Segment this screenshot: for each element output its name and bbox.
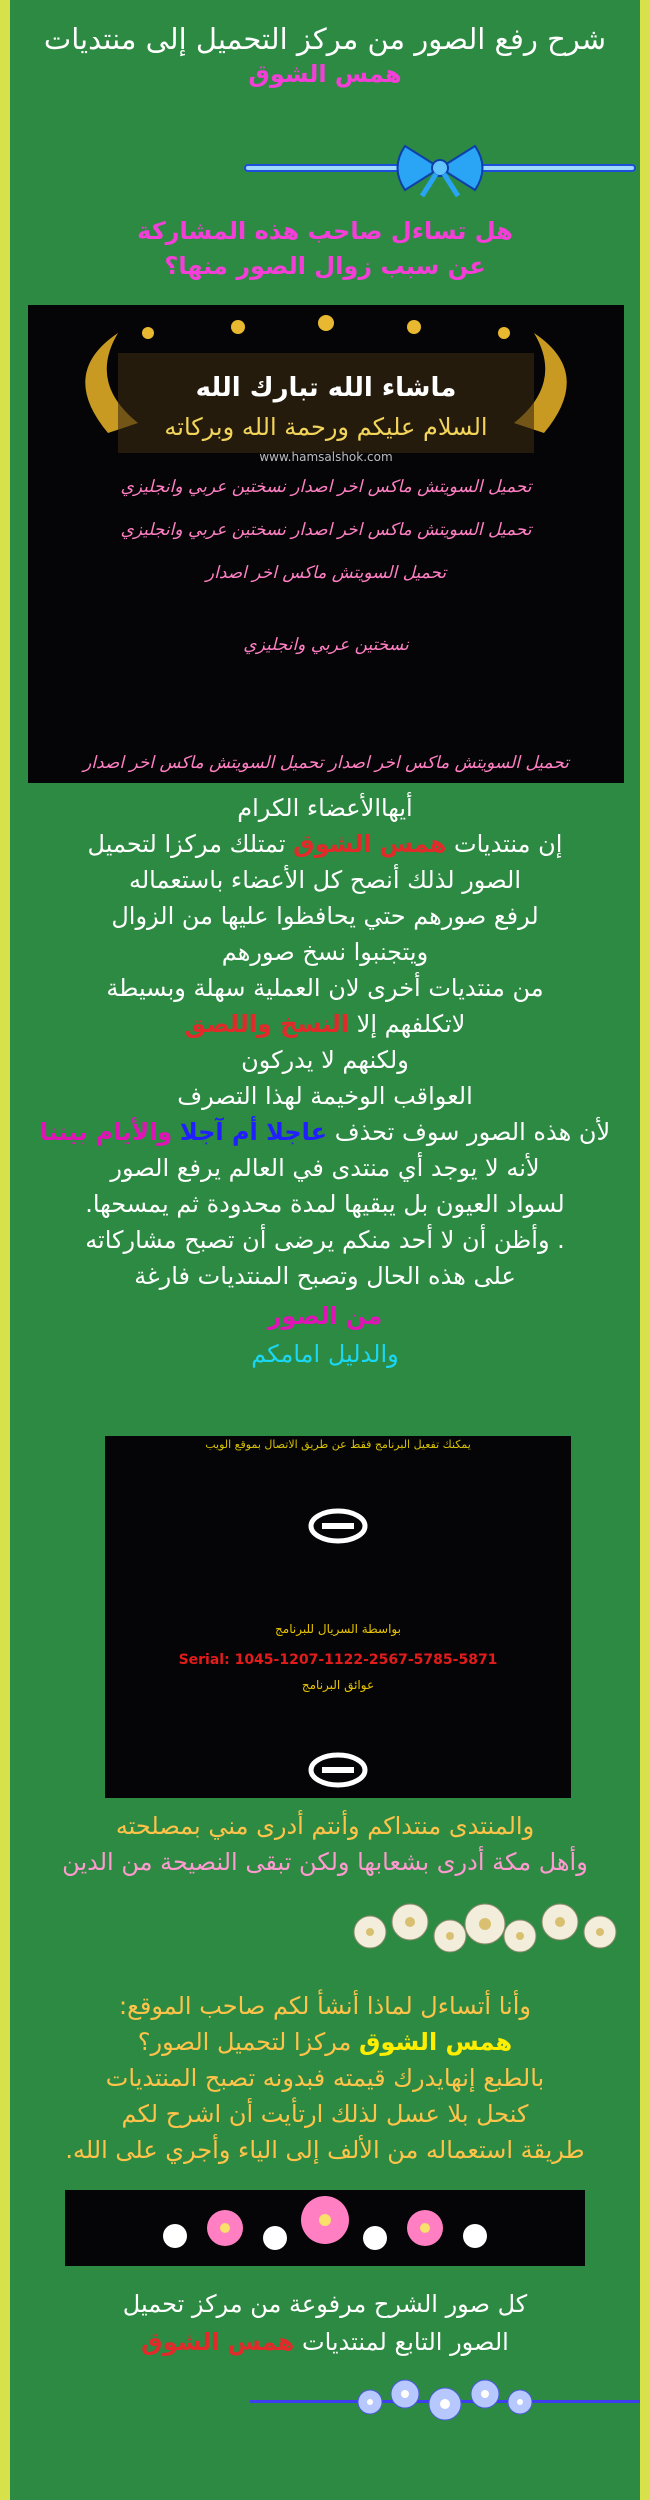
body-line-15: والدليل امامكم [251,1340,399,1368]
proof-label: بواسطة السريال للبرنامج [275,1622,401,1636]
flower-banner [65,2190,585,2266]
banner-line-3: تحميل السويتش ماكس اخر اصدار [205,563,447,583]
body-line-10: لأنه لا يوجد أي منتدى في العالم يرفع الصور [110,1154,540,1182]
proof-image [105,1436,571,1798]
brand-name: همس الشوق [248,60,402,88]
proof-top-text: يمكنك تفعيل البرنامج فقط عن طريق الاتصال بموقع الويب [205,1438,471,1451]
question-line-2: عن سبب زوال الصور منها؟ [164,252,486,280]
flower-icon [65,2190,585,2266]
body-line-6: لاتكلفهم إلا النسخ واللصق [184,1010,466,1038]
banner-logo-top: ماشاء الله تبارك الله [195,373,457,403]
body-line-13: على هذه الحال وتصبح المنتديات فارغة [134,1262,516,1290]
banner-logo-bottom: السلام عليكم ورحمة الله وبركاته [164,413,488,441]
proof-serial: Serial: 1045-1207-1122-2567-5785-5871 [178,1652,498,1668]
banner-line-1: تحميل السويتش ماكس اخر اصدار نسختين عربي وانجليزي [120,477,532,497]
footer-line-2: الصور التابع لمنتديات همس الشوق [141,2328,509,2356]
banner-image [28,305,624,783]
body-line-8: العواقب الوخيمة لهذا التصرف [177,1082,473,1110]
body-line-2: الصور لذلك أنصح كل الأعضاء باستعماله [128,866,521,894]
flower-divider [330,1892,640,1972]
question-line-1: هل تساءل صاحب هذه المشاركة [137,217,513,245]
bow-icon [398,146,483,196]
why-line-2: همس الشوق مركزا لتحميل الصور؟ [137,2028,513,2056]
body-line-7: ولكنهم لا يدركون [241,1046,409,1074]
banner-url: www.hamsalshok.com [259,450,393,464]
body-line-9: لأن هذه الصور سوف تحذف عاجلا أم آجلا والأيام بيننا [39,1118,611,1146]
why-line-1: وأنا أتساءل لماذا أنشأ لكم صاحب الموقع: [119,1992,531,2020]
body-line-3: لرفع صورهم حتي يحافظوا عليها من الزوال [111,902,539,930]
banner-line-2: تحميل السويتش ماكس اخر اصدار نسختين عربي وانجليزي [120,520,532,540]
why-line-3: بالطبع إنهايدرك قيمته فبدونه تصبح المنتديات [105,2064,545,2092]
play-button-icon[interactable] [308,1752,368,1788]
closing-line-1: والمنتدى منتداكم وأنتم أدرى مني بمصلحته [115,1812,535,1840]
body-line-12: . وأظن أن لا أحد منكم يرضى أن تصبح مشاركاته [85,1226,565,1254]
body-line-5: من منتديات أخرى لان العملية سهلة وبسيطة [106,974,544,1002]
body-line-14: من الصور [267,1302,383,1330]
body-line-1: إن منتديات همس الشوق تمتلك مركزا لتحميل [87,830,563,858]
banner-line-4: نسختين عربي وانجليزي [243,635,409,655]
bow-divider [240,138,640,198]
banner-line-5: تحميل السويتش ماكس اخر اصدار تحميل السويتش ماكس اخر اصدار [83,753,569,773]
body-line-11: لسواد العيون بل يبقيها لمدة محدودة ثم يمسحها. [85,1190,565,1218]
footer-line-1: كل صور الشرح مرفوعة من مركز تحميل [122,2290,528,2318]
page [10,0,640,2500]
body-line-4: ويتجنبوا نسخ صورهم [221,938,429,966]
greeting: أيهاالأعضاء الكرام [237,794,413,822]
bottom-flower-divider [250,2372,640,2432]
why-line-4: كنحل بلا عسل لذلك ارتأيت أن اشرح لكم [121,2100,529,2128]
brand-inline: همس الشوق [293,830,447,858]
play-button-icon[interactable] [308,1508,368,1544]
why-line-5: طريقة استعماله من الألف إلى الياء وأجري على الله. [65,2136,585,2164]
proof-footer: عوائق البرنامج [301,1678,375,1692]
page-title: شرح رفع الصور من مركز التحميل إلى منتديات [43,22,607,56]
closing-line-2: وأهل مكة أدرى بشعابها ولكن تبقى النصيحة من الدين [62,1848,588,1876]
